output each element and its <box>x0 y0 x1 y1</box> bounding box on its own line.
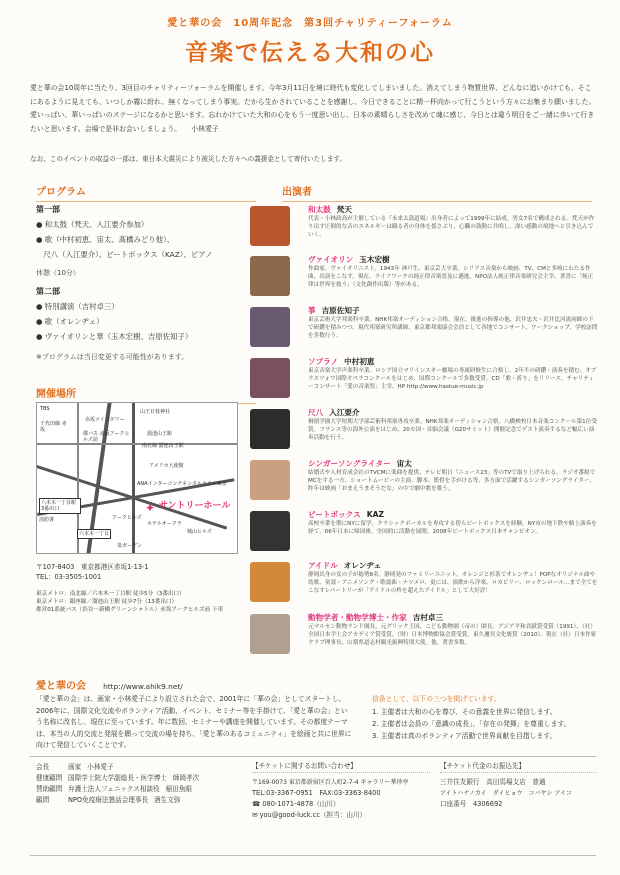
performer-photo <box>250 409 290 449</box>
performer-name: 吉原佐知子 <box>321 306 360 315</box>
event-title: 音楽で伝える大和の心 <box>185 39 435 66</box>
map-label: 都バス 赤坂アークヒルズ前 <box>83 431 130 443</box>
performer-desc: 元マルセン動物ランド園長。元グリック王国、こども動物園（帝の）園長。アジア平和貢献賞受賞（1991）、（社）全国日本学士会アカデミア賞受賞。（財）日本博物館協会賞受賞。東久邇宮文化褒賞（2010）。現在（社）日本作家クラブ理事長、山梨県道志村観光振興特別大使。他、著書多数。 <box>308 624 597 647</box>
venue-map <box>36 402 238 554</box>
ticket-email-row <box>252 810 430 821</box>
ticket-mobile-row <box>252 799 430 810</box>
performer-photo <box>250 206 290 246</box>
performer-photo <box>250 562 290 602</box>
performer-photo <box>250 511 290 551</box>
performer-name: 入江要介 <box>329 408 360 417</box>
map-road <box>132 403 135 553</box>
officer-name: 酒生文弥 <box>154 796 181 804</box>
officer-org: 画家 <box>68 763 82 771</box>
map-label: 千代田線 赤坂 <box>40 421 67 433</box>
performer-desc: 作曲家、ヴァイオリニスト。1943年 神戸生。東京芸大卒業。シリアス音楽から映画、TV、CMと多岐にわたる作曲、出演をこなす。現在、ライフワークの純正律音楽普及に邁進。NPO法人純正律音楽研究会主宰。著書に「純正律は世界を救う」（文化創作出版）等がある。 <box>308 266 594 289</box>
performer-desc: 静岡出身の女の子が総勢8名。静岡発のファミリーユニット。オレンジと杉茶でオレンヂェ！POPなオリジナル曲や幼歌、童謡・アニメソング・歌謡曲・ナツメロ、更には、演歌から洋楽、ロカビリー、ロックンロール…まで全てをこなすレパートリーが「アイドルの枠を超えたアイドル」として大好評！ <box>308 572 598 595</box>
performer-name: 吉村卓三 <box>412 613 444 622</box>
performer-role: ビートボックス <box>308 510 361 519</box>
performer-row <box>250 612 600 662</box>
venue-access-line: 都営01系統バス（渋谷～新橋グリーンシャトル）赤坂アークヒルズ前 下車 <box>36 607 224 613</box>
officer-role: 顧問 <box>36 796 50 804</box>
belief-heading: 信条として、以下の三つを掲げています。 <box>372 695 501 703</box>
ticket-tel: TEL:03-3367-0951 FAX:03-3363-8400 <box>252 789 381 797</box>
venue-access-line: 東京メトロ：銀座線／溜池山王駅 徒歩7分（13番出口） <box>36 599 178 605</box>
performer-title <box>308 612 598 623</box>
payment-line: アイトハナノカイ ダイヒョウ コバヤシ アイコ <box>440 790 572 797</box>
officer-name: 小林愛子 <box>87 763 114 771</box>
performer-desc: 代表・小林政高が主催している『未来太鼓道場』出身者によって1999年に結成。男女7名で構成される。梵天が作り出す圧倒的な音のエネルギーは観る者の身体を揺さぶり、心臓の鼓動に共鳴し、深い感動の境地へと引き込んでいく。 <box>308 216 595 239</box>
performer-photo <box>250 460 290 500</box>
map-label: 城山ヒルズ <box>187 529 212 535</box>
program-note: ※プログラムは当日変更する可能性があります。 <box>36 353 189 361</box>
aitohana-url[interactable]: http://www.ahik9.net/ <box>103 682 183 691</box>
program-item: ● 和太鼓（梵天、入江要介参加） <box>36 220 149 229</box>
aitohana-body: 「愛と華の会」は、画家・小林愛子により設立された会で、2001年に「華の会」としてスタートし、2006年に、国際文化交流やボランティア活動、イベント、セミナー等を手掛けて、「愛と華の会」という名称に改名し、現在に至っています。年に数回、セミナーや講座を開催しています。その都度テーマは、本当の人的交流と発展を願って交流の場を持ち、「愛と華のあるコミュニティ」を絵画と共に世界に向けて発信していくことです。 <box>36 695 352 749</box>
performer-row <box>250 458 600 508</box>
map-label: 南北線 溜池山王駅 <box>142 443 184 449</box>
event-kicker: 愛と華の会 10周年記念 第3回チャリティーフォーラム <box>167 18 453 29</box>
map-label: アメリカ大使館 <box>149 463 184 469</box>
charity-note: なお、このイベントの収益の一部は、東日本大震災により被災した方々への義援金として寄付いたします。 <box>30 155 346 163</box>
ticket-contact <box>252 760 430 821</box>
map-road <box>37 443 237 445</box>
performer-role: ヴァイオリン <box>308 255 354 264</box>
ticket-email[interactable]: you@good-luck.cc（担当：山川） <box>259 811 367 819</box>
venue-info <box>36 563 266 614</box>
map-label: ANAインターコンチネンタルホテル東京 <box>137 481 227 487</box>
hall-marker-icon: ✦ <box>145 501 156 515</box>
performer-role: 動物学者・動物学博士・作家 <box>308 613 407 622</box>
performer-name: 梵天 <box>336 205 352 214</box>
performer-photo <box>250 307 290 347</box>
officer-row <box>36 795 246 806</box>
payment-heading: 【チケット代金のお振込先】 <box>440 760 596 773</box>
program-item: ● 歌（中村初恵、宙太、髙橋みどり他）、 <box>36 235 175 244</box>
officer-org: NPO免疫療法懇話会理事長 <box>68 796 149 804</box>
performer-desc: 東京音楽大学声楽科卒業。ロシア国立マリインスキー劇場の専属研修生に合格し、2年半の研鑽・演奏を積む。オブラスツォワ国際オペラコンクールをはじめ、国際コンクールで多数受賞。CD「歌・祈り」をリリース。チャリティーコンサート「愛の音楽祭」主宰。HP http://www.hastue-music.jp <box>308 368 597 391</box>
program-item: 尺八（入江要介）、ビートボックス（KAZ）、ピアノ <box>36 250 213 259</box>
performer-photo <box>250 614 290 654</box>
program-heading-row <box>36 183 256 202</box>
performer-name: 宙太 <box>396 459 412 468</box>
performer-role: 尺八 <box>308 408 324 417</box>
performer-role: アイドル <box>308 561 338 570</box>
map-label: 六本木一丁目 <box>79 531 110 537</box>
performer-name: オレンヂェ <box>343 561 382 570</box>
intro-signature: 小林愛子 <box>191 124 219 133</box>
aitohana-heading: 愛と華の会 <box>36 681 86 692</box>
performer-desc: 結婚式や人材育成会社のTVCMに楽曲を提供。テレビ朝日「ニュース23」等のTVで取り上げられる。ラジオ番組でMCをする一方、ショートムービーの主演、脚本、監督を手がける等、多方面で活躍するシンガーソングライター。昨年は映画「おまえうまそうだな」の中で劇中歌を歌う。 <box>308 470 596 493</box>
performers-heading-row <box>282 183 592 202</box>
officer-org: 弁護士法人フェニックス相談役 <box>68 785 160 793</box>
map-label: アークヒルズ <box>112 515 142 521</box>
phone-icon: ☎ <box>252 800 263 808</box>
performer-title <box>308 254 598 265</box>
performer-row <box>250 407 600 457</box>
venue-heading: 開催場所 <box>36 389 76 400</box>
performer-row <box>250 305 600 355</box>
divider <box>282 201 592 202</box>
payment-line: 三井住友銀行 高田馬場支店 普通 <box>440 778 546 786</box>
program-section <box>36 204 266 362</box>
intro-body: 愛と華の会10周年に当たり、3回目のチャリティーフォーラムを開催します。今年3月11日を境に時代も変化してしまいました。消えてしまう物質世界、どんなに追いかけても、そこにあるように見えても、いつしか霧に紛れ、無くなってしまう事実。だから生かされていることを感謝し、今日できることに精一杯向かって行こうという方々にお集まり願いました。愛いっぱい、華いっぱいのステージになるかと思います。忘れかけていた大和の心をもう一度思い出し、日本の素晴らしさを改めて魂に感じ、今日とは違う明日をご一緒に歩いて行きたいと思います。会場で是非お会いしましょう。 <box>30 84 596 133</box>
performer-desc: 高校卒業を期にNYに留学。クラシックボーカルを専攻する傍らビートボックスを経験。NY市の地下鉄や路上演奏を経て、06年日本に帰国後、全国的に活動を展開。2008年ビートボックス日本チャンピオン。 <box>308 521 597 536</box>
performer-name: 中村初恵 <box>344 357 375 366</box>
performer-role: 箏 <box>308 306 316 315</box>
officer-name: 師岡孝次 <box>172 774 200 782</box>
break-text: 休憩（10分） <box>36 269 80 277</box>
ticket-address: 〒169-0073 東京都新宿区百人町2-7-4 ギャラリー華珍亭 <box>252 779 409 786</box>
beliefs <box>372 694 598 742</box>
program-heading: プログラム <box>36 187 86 198</box>
performer-photo <box>250 256 290 296</box>
performer-row <box>250 254 600 304</box>
belief-item: 1. 主催者は大和の心を尊び、その意義を世界に発信します。 <box>372 707 557 716</box>
performer-title <box>308 356 598 367</box>
payment-line: 口座番号 4306692 <box>440 800 503 808</box>
performers-heading: 出演者 <box>282 187 312 198</box>
venue-tel: TEL：03-3505-1001 <box>36 572 102 581</box>
intro-text <box>30 82 596 136</box>
officers <box>36 762 246 806</box>
performer-name: KAZ <box>366 510 385 519</box>
program-item: ● 特別講演（吉村卓三） <box>36 302 119 311</box>
belief-item: 2. 主催者は会員の「意識の成長」、「存在の発揮」を尊重します。 <box>372 719 571 728</box>
performer-name: 玉木宏樹 <box>359 255 390 264</box>
map-label: 六本木一丁目駅 3番出口 <box>39 498 81 514</box>
performer-desc: 桐朋学園大学短期大学部芸術科邦楽専攻卒業。NHK邦楽オーディション合格。八橋検校日本音楽コンクール第1位受賞。フランス等の海外公演をはじめ、20カ国・首脳会議（G20サミット）開催記念でゲスト演奏するなど幅広い演奏活動を行う。 <box>308 419 597 442</box>
performer-row <box>250 204 600 254</box>
performer-desc: 東京芸術大学邦楽科卒業。NHK邦楽オーディション合格。現在、後進の指導の他、沢井忠夫・沢井比河流両師の下で研鑽を積みつつ、現代邦楽研究所講師、東京都邦楽協会会員として各地でコンサート、ワークショップ、学校訪問を多数行う。 <box>308 317 598 340</box>
ticket-heading: 【チケットに関するお問い合わせ】 <box>252 760 430 773</box>
mail-icon: ✉ <box>252 811 260 819</box>
officer-row <box>36 762 246 773</box>
performer-photo <box>250 358 290 398</box>
performer-role: ソプラノ <box>308 357 339 366</box>
map-label: 赤坂ツインタワー <box>85 417 125 423</box>
performer-title <box>308 204 598 215</box>
program-item: ● ヴァイオリンと華（玉木宏樹、吉原佐知子） <box>36 332 193 341</box>
ticket-mobile: 080-1071-4878（山川） <box>262 800 340 808</box>
program-item: ● 歌（オレンヂェ） <box>36 317 104 326</box>
performer-role: シンガーソングライター <box>308 459 391 468</box>
performer-title <box>308 305 598 316</box>
part2-title: 第二部 <box>36 287 60 296</box>
part1-title: 第一部 <box>36 205 60 214</box>
officer-row <box>36 784 246 795</box>
map-label: 溜池山王駅 <box>147 431 173 437</box>
officer-row <box>36 773 246 784</box>
map-label: 消防署 <box>39 517 55 523</box>
officer-role: 健康顧問 <box>36 774 63 782</box>
performer-row <box>250 560 600 610</box>
officer-org: 国際学士院大学副総長・医学博士 <box>68 774 167 782</box>
performer-title <box>308 407 598 418</box>
payment-info <box>440 760 596 810</box>
performer-role: 和太鼓 <box>308 205 331 214</box>
map-label: 山王日枝神社 <box>140 409 171 415</box>
performer-title <box>308 458 598 469</box>
map-label: ホテルオークラ <box>147 521 182 527</box>
venue-address: 〒107-8403 東京都港区赤坂1-13-1 <box>36 563 149 571</box>
performer-title <box>308 509 598 520</box>
venue-access-line: 東京メトロ：南北線／六本木一丁目駅 徒歩5分（3番出口） <box>36 591 185 597</box>
venue-hall-label: サントリーホール <box>159 501 231 511</box>
aitohana-heading-row <box>36 674 596 693</box>
officer-name: 稲田魚眼 <box>165 785 193 793</box>
performer-title <box>308 560 598 571</box>
map-label: TBS <box>40 406 50 412</box>
divider <box>36 201 256 202</box>
performer-row <box>250 356 600 406</box>
belief-item: 3. 主催者は真のボランティア活動で世界貢献を目指します。 <box>372 731 557 740</box>
performer-row <box>250 509 600 559</box>
officer-role: 会長 <box>36 763 50 771</box>
officer-role: 賛助顧問 <box>36 785 63 793</box>
map-label: 泉ガーデン <box>117 543 142 549</box>
